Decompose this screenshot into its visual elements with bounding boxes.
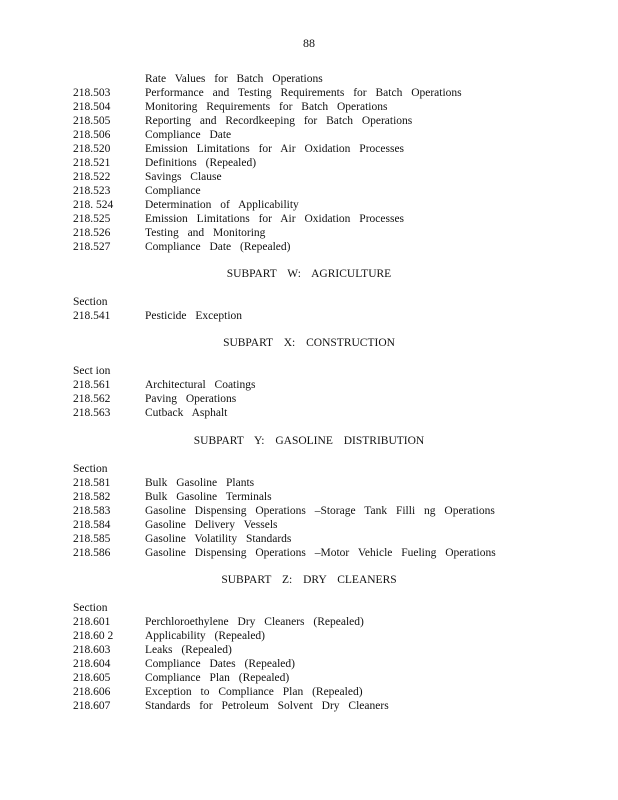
section-title: Reporting and Recordkeeping for Batch Operations <box>145 115 413 127</box>
section-column-label: Section <box>73 296 108 308</box>
section-number: 218.526 <box>73 227 111 239</box>
section-number: 218.60 2 <box>73 630 114 642</box>
section-title: Bulk Gasoline Plants <box>145 477 255 489</box>
section-number: 218.523 <box>73 185 111 197</box>
section-title: Gasoline Dispensing Operations –Storage Tank Filli ng Operations <box>145 505 495 517</box>
section-title: Leaks (Repealed) <box>145 644 232 656</box>
section-title: Emission Limitations for Air Oxidation Processes <box>145 143 405 155</box>
subpart-x-heading: SUBPART X: CONSTRUCTION <box>223 337 395 349</box>
section-number: 218.541 <box>73 310 111 322</box>
section-number: 218.527 <box>73 241 111 253</box>
list-item <box>73 504 593 518</box>
section-title: Compliance Dates (Repealed) <box>145 658 295 670</box>
section-number <box>73 72 145 86</box>
section-number: 218.521 <box>73 157 111 169</box>
list-item <box>73 128 593 142</box>
section-column-label: Section <box>73 602 108 614</box>
section-number: 218.601 <box>73 616 111 628</box>
section-number: 218.582 <box>73 491 111 503</box>
section-title: Paving Operations <box>145 393 237 405</box>
list-item <box>73 86 593 100</box>
section-column-label: Section <box>73 463 108 475</box>
subpart-x-list <box>73 364 593 420</box>
section-title: Gasoline Volatility Standards <box>145 533 292 545</box>
list-item <box>73 629 593 643</box>
subpart-w-list <box>73 295 593 323</box>
section-number: 218.603 <box>73 644 111 656</box>
subpart-z-list <box>73 601 593 713</box>
section-title: Applicability (Repealed) <box>145 630 266 642</box>
section-number: 218. 524 <box>73 199 114 211</box>
section-number: 218.586 <box>73 547 111 559</box>
list-item <box>73 309 593 323</box>
list-item <box>73 100 593 114</box>
list-item <box>73 240 593 254</box>
section-title: Standards for Petroleum Solvent Dry Cleaners <box>145 700 389 712</box>
list-item <box>73 142 593 156</box>
subpart-z-heading: SUBPART Z: DRY CLEANERS <box>221 574 397 586</box>
section-number: 218.506 <box>73 129 111 141</box>
section-title: Testing and Monitoring <box>145 227 266 239</box>
list-item <box>73 546 593 560</box>
section-number: 218.562 <box>73 393 111 405</box>
list-item <box>73 685 593 699</box>
list-item <box>73 699 593 713</box>
section-title: Exception to Compliance Plan (Repealed) <box>145 686 363 698</box>
list-item <box>73 532 593 546</box>
list-item <box>73 476 593 490</box>
list-item <box>73 671 593 685</box>
section-number: 218.504 <box>73 101 111 113</box>
list-item <box>73 184 593 198</box>
section-number: 218.606 <box>73 686 111 698</box>
section-number: 218.520 <box>73 143 111 155</box>
section-number: 218.581 <box>73 477 111 489</box>
section-number: 218.561 <box>73 379 111 391</box>
list-item <box>73 114 593 128</box>
section-number: 218.605 <box>73 672 111 684</box>
section-title: Gasoline Dispensing Operations –Motor Vehicle Fueling Operations <box>145 547 496 559</box>
section-column-label: Sect ion <box>73 365 111 377</box>
list-item <box>73 198 593 212</box>
section-title: Rate Values for Batch Operations <box>145 73 323 85</box>
section-number: 218.522 <box>73 171 111 183</box>
section-title: Definitions (Repealed) <box>145 157 257 169</box>
section-title: Compliance Date <box>145 129 232 141</box>
section-number: 218.525 <box>73 213 111 225</box>
section-title: Emission Limitations for Air Oxidation Processes <box>145 213 405 225</box>
list-item <box>73 226 593 240</box>
section-number: 218.604 <box>73 658 111 670</box>
section-title: Savings Clause <box>145 171 222 183</box>
section-number: 218.505 <box>73 115 111 127</box>
section-title: Architectural Coatings <box>145 379 256 391</box>
section-number: 218.563 <box>73 407 111 419</box>
list-item <box>73 615 593 629</box>
section-number: 218.585 <box>73 533 111 545</box>
section-title: Compliance <box>145 185 201 197</box>
list-item <box>73 518 593 532</box>
section-number: 218.584 <box>73 519 111 531</box>
list-item <box>73 643 593 657</box>
list-item <box>73 72 593 86</box>
section-title: Cutback Asphalt <box>145 407 228 419</box>
section-title: Monitoring Requirements for Batch Operations <box>145 101 388 113</box>
list-item <box>73 406 593 420</box>
section-title: Compliance Plan (Repealed) <box>145 672 290 684</box>
section-title: Perchloroethylene Dry Cleaners (Repealed) <box>145 616 364 628</box>
subpart-w-heading: SUBPART W: AGRICULTURE <box>226 268 392 280</box>
list-item <box>73 156 593 170</box>
list-item <box>73 170 593 184</box>
section-title: Gasoline Delivery Vessels <box>145 519 278 531</box>
section-title: Performance and Testing Requirements for Batch Operations <box>145 87 462 99</box>
section-title: Compliance Date (Repealed) <box>145 241 291 253</box>
section-number: 218.503 <box>73 87 111 99</box>
section-title: Bulk Gasoline Terminals <box>145 491 272 503</box>
list-item <box>73 378 593 392</box>
list-item <box>73 392 593 406</box>
page-number: 88 <box>303 36 315 50</box>
subpart-y-list <box>73 462 593 560</box>
list-item <box>73 490 593 504</box>
section-title: Determination of Applicability <box>145 199 299 211</box>
subpart-v-list <box>73 72 593 254</box>
subpart-y-heading: SUBPART Y: GASOLINE DISTRIBUTION <box>193 435 425 447</box>
section-number: 218.607 <box>73 700 111 712</box>
list-item <box>73 657 593 671</box>
section-title: Pesticide Exception <box>145 310 243 322</box>
list-item <box>73 212 593 226</box>
section-number: 218.583 <box>73 505 111 517</box>
